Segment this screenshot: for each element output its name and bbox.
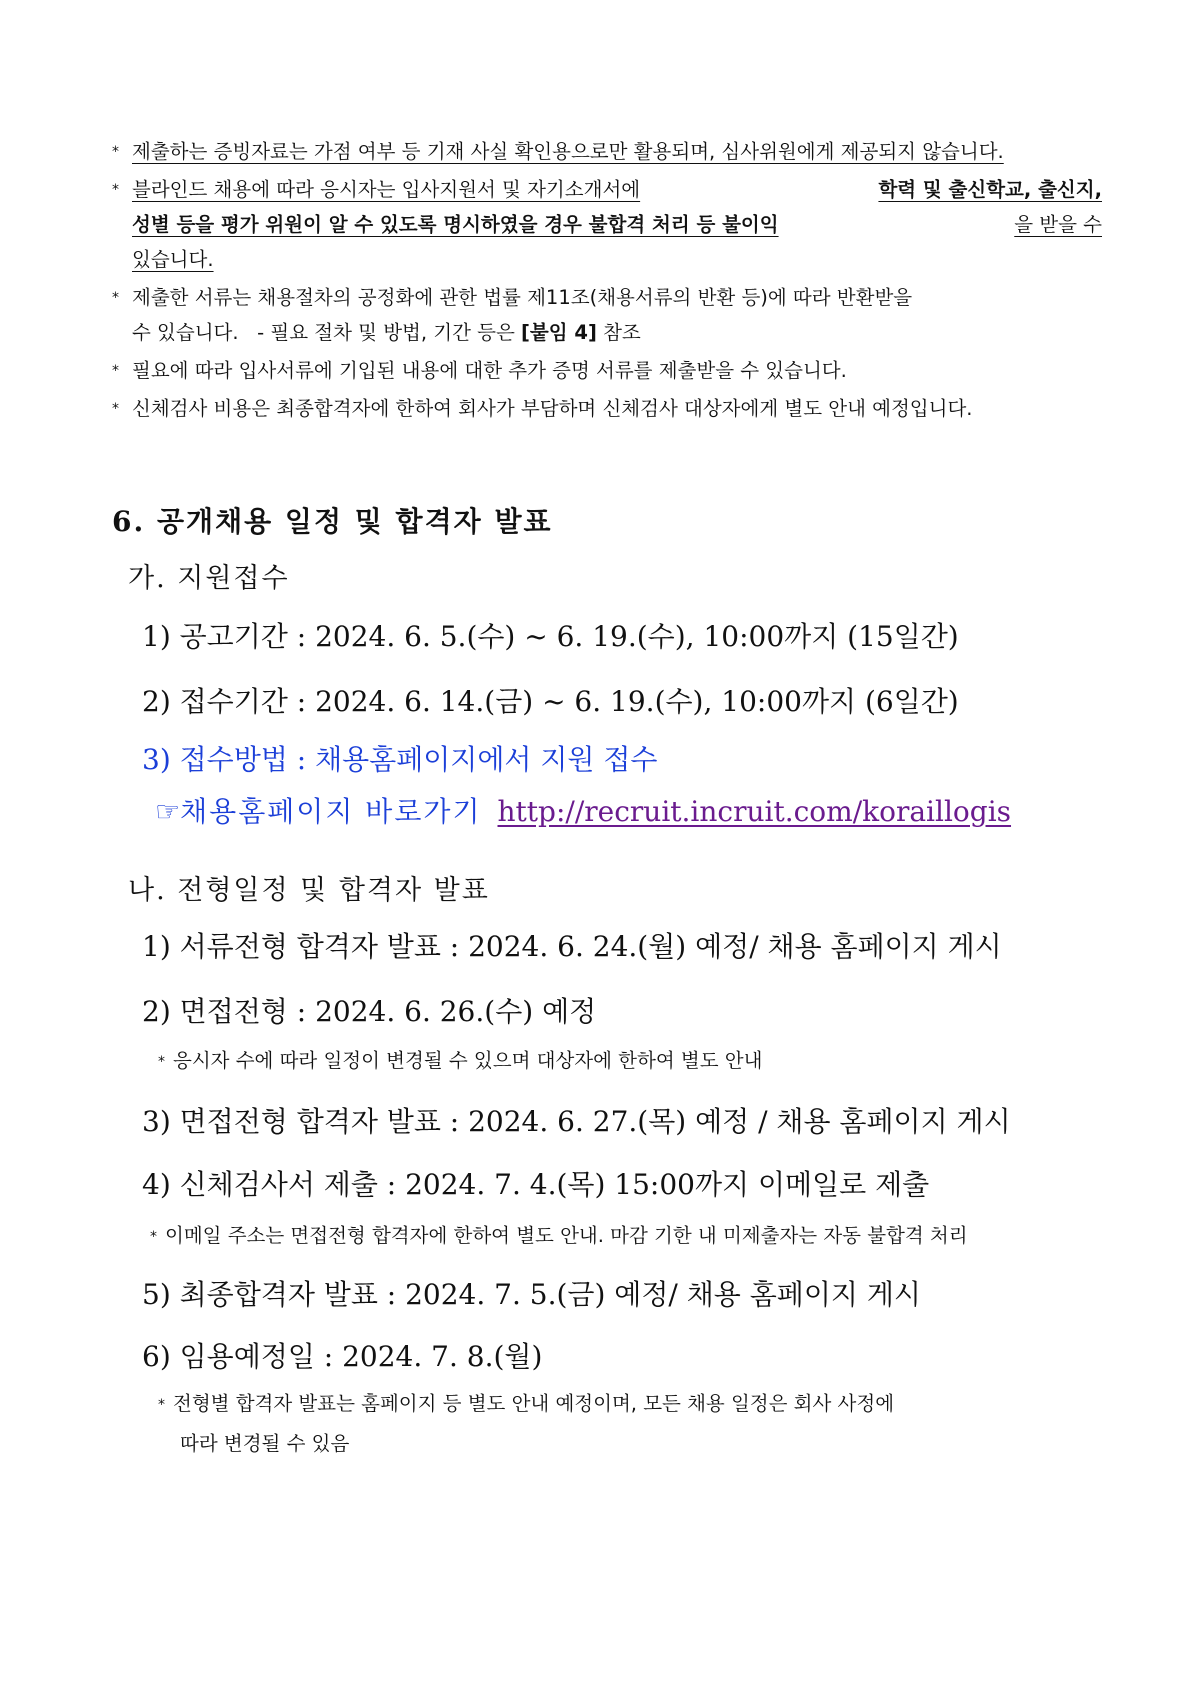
note-line: [158, 1385, 1103, 1425]
note-marker: *: [158, 1054, 165, 1070]
note-document-return: [112, 280, 1102, 350]
note-text: 이메일 주소는 면접전형 합격자에 한하여 별도 안내. 마감 기한 내 미제출자는 자동 불합격 처리: [165, 1224, 968, 1247]
note-line: [132, 280, 1102, 315]
schedule-item: 2) 접수기간 : 2024. 6. 14.(금) ~ 6. 19.(수), 10:00까지 (6일간): [142, 685, 959, 718]
recruit-link-row: [155, 790, 1011, 830]
note-text: 있습니다.: [132, 248, 214, 271]
section-title: 6. 공개채용 일정 및 합격자 발표: [112, 505, 553, 538]
note-text: 응시자 수에 따라 일정이 변경될 수 있으며 대상자에 한하여 별도 안내: [173, 1049, 763, 1072]
subsection-title-a: 가. 지원접수: [128, 563, 290, 594]
note-line: [132, 207, 1102, 242]
note-blind-hiring: [112, 172, 1102, 277]
pointing-hand-icon: ☞: [155, 795, 181, 828]
note-text: 블라인드 채용에 따라 응시자는 입사지원서 및 자기소개서에: [132, 178, 641, 201]
notes-block: [112, 134, 1102, 429]
note-marker: *: [158, 1397, 165, 1413]
note-text: 수 있습니다. - 필요 절차 및 방법, 기간 등은: [132, 321, 522, 344]
note-text: 필요에 따라 입사서류에 기입된 내용에 대한 추가 증명 서류를 제출받을 수 있습니다.: [132, 359, 847, 382]
note-bold-text: 성별 등을 평가 위원이 알 수 있도록 명시하였을 경우 불합격 처리 등 불이익: [132, 213, 779, 236]
schedule-item: 1) 서류전형 합격자 발표 : 2024. 6. 24.(월) 예정/ 채용 홈페이지 게시: [142, 930, 1002, 963]
attachment-ref: [붙임 4]: [521, 321, 597, 344]
note-text: 신체검사 비용은 최종합격자에 한하여 회사가 부담하며 신체검사 대상자에게 별도 안내 예정입니다.: [132, 397, 973, 420]
note-marker: *: [150, 1229, 157, 1245]
note-bold-text: 학력 및 출신학교, 출신지,: [878, 178, 1102, 201]
schedule-item-method: 3) 접수방법 : 채용홈페이지에서 지원 접수: [142, 743, 658, 776]
subsection-title-b: 나. 전형일정 및 합격자 발표: [128, 875, 490, 906]
note-text: 제출하는 증빙자료는 가점 여부 등 기재 사실 확인용으로만 활용되며, 심사위원에게 제공되지 않습니다.: [132, 140, 1004, 163]
schedule-item: 2) 면접전형 : 2024. 6. 26.(수) 예정: [142, 995, 597, 1028]
note-text: 제출한 서류는 채용절차의 공정화에 관한 법률 제11조(채용서류의 반환 등)에 따라 반환받을: [132, 286, 913, 309]
note-marker: *: [112, 290, 119, 306]
note-line: [132, 242, 1102, 277]
schedule-item: 5) 최종합격자 발표 : 2024. 7. 5.(금) 예정/ 채용 홈페이지 게시: [142, 1278, 921, 1311]
note-marker: *: [112, 144, 119, 160]
email-note: [150, 1220, 968, 1248]
interview-note: [158, 1045, 762, 1073]
note-text: 참조: [596, 321, 641, 344]
note-text: 전형별 합격자 발표는 홈페이지 등 별도 안내 예정이며, 모든 채용 일정은 회사 사정에: [173, 1392, 895, 1415]
recruit-url-link[interactable]: http://recruit.incruit.com/koraillogis: [497, 795, 1012, 828]
note-line-wrap: [158, 1385, 894, 1425]
link-label: 채용홈페이지 바로가기: [180, 795, 482, 828]
note-marker: *: [112, 401, 119, 417]
note-line: [132, 172, 1102, 207]
note-marker: *: [112, 363, 119, 379]
note-line: [132, 315, 1102, 350]
note-text: 을 받을 수: [1014, 213, 1102, 236]
schedule-item: 4) 신체검사서 제출 : 2024. 7. 4.(목) 15:00까지 이메일로 제출: [142, 1168, 930, 1201]
schedule-item: 3) 면접전형 합격자 발표 : 2024. 6. 27.(목) 예정 / 채용 홈페이지 게시: [142, 1105, 1011, 1138]
note-evidence: [112, 134, 1102, 169]
note-marker: *: [112, 182, 119, 198]
schedule-item: 6) 임용예정일 : 2024. 7. 8.(월): [142, 1340, 543, 1373]
note-medical-cost: [112, 391, 1102, 426]
final-note: [158, 1385, 1103, 1463]
note-line: 따라 변경될 수 있음: [180, 1432, 350, 1455]
schedule-item: 1) 공고기간 : 2024. 6. 5.(수) ~ 6. 19.(수), 10:00까지 (15일간): [142, 620, 959, 653]
note-additional-proof: [112, 353, 1102, 388]
